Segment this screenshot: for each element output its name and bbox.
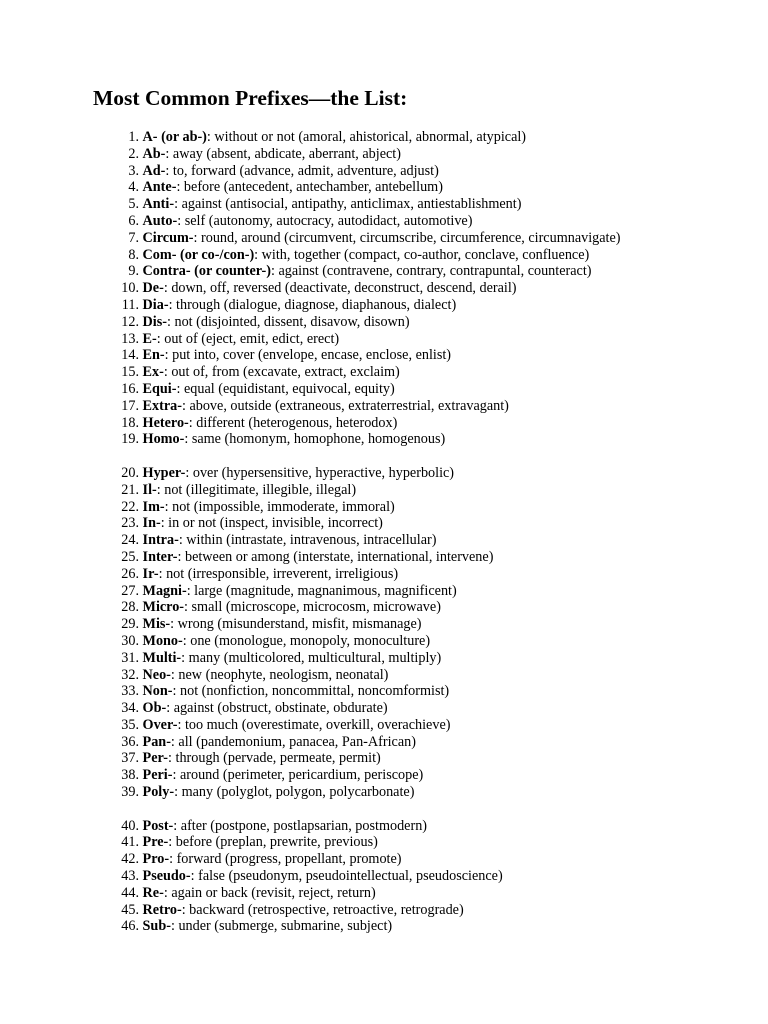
prefix-term: Poly- <box>142 784 175 801</box>
list-item <box>100 398 740 415</box>
prefix-definition: : not (illegitimate, illegible, illegal) <box>156 481 357 498</box>
prefix-definition: : again or back (revisit, reject, return) <box>163 884 376 901</box>
list-item <box>100 532 740 549</box>
item-number: 36. <box>121 733 139 750</box>
prefix-definition: : backward (retrospective, retroactive, retrograde) <box>181 901 464 918</box>
prefix-definition: : forward (progress, propellant, promote) <box>169 851 402 868</box>
prefix-definition: : with, together (compact, co-author, conclave, confluence) <box>254 246 590 263</box>
item-number: 13. <box>121 330 139 347</box>
list-item <box>100 263 740 280</box>
prefix-term: Mis- <box>142 616 171 633</box>
item-number: 21. <box>121 481 139 498</box>
item-number: 12. <box>121 313 139 330</box>
prefix-definition: : put into, cover (envelope, encase, enclose, enlist) <box>164 347 452 364</box>
prefix-term: Intra- <box>142 532 179 549</box>
prefix-definition: : not (disjointed, dissent, disavow, disown) <box>166 313 410 330</box>
prefix-definition: : through (pervade, permeate, permit) <box>168 750 381 767</box>
item-number: 7. <box>128 229 139 246</box>
item-number: 20. <box>121 464 139 481</box>
list-item <box>100 213 740 230</box>
list-item <box>100 750 740 767</box>
prefix-term: Ob- <box>142 700 167 717</box>
item-number: 43. <box>121 868 139 885</box>
item-number: 34. <box>121 700 139 717</box>
prefix-definition: : to, forward (advance, admit, adventure, adjust) <box>165 162 439 179</box>
prefix-term: Per- <box>142 750 169 767</box>
item-number: 30. <box>121 632 139 649</box>
item-number: 26. <box>121 565 139 582</box>
item-number: 24. <box>121 532 139 549</box>
list-item <box>100 364 740 381</box>
item-number: 35. <box>121 716 139 733</box>
prefix-definition: : against (obstruct, obstinate, obdurate) <box>166 700 388 717</box>
prefix-term: Pseudo- <box>142 868 191 885</box>
prefix-definition: : within (intrastate, intravenous, intracellular) <box>178 532 437 549</box>
page-title: Most Common Prefixes—the List: <box>93 86 408 110</box>
item-number: 2. <box>128 145 139 162</box>
list-item <box>100 549 740 566</box>
prefix-definition: : above, outside (extraneous, extraterrestrial, extravagant) <box>181 397 509 414</box>
prefix-term: Ir- <box>142 565 159 582</box>
list-item <box>100 179 740 196</box>
prefix-list <box>100 129 740 935</box>
prefix-definition: : same (homonym, homophone, homogenous) <box>184 431 446 448</box>
list-item <box>100 700 740 717</box>
list-item <box>100 314 740 331</box>
prefix-term: Dia- <box>142 296 169 313</box>
prefix-definition: : small (microscope, microcosm, microwave) <box>184 599 441 616</box>
list-item <box>100 734 740 751</box>
item-number: 37. <box>121 750 139 767</box>
prefix-term: Neo- <box>142 666 171 683</box>
item-number: 3. <box>128 162 139 179</box>
list-item <box>100 667 740 684</box>
item-number: 40. <box>121 817 139 834</box>
list-item <box>100 163 740 180</box>
item-number: 25. <box>121 548 139 565</box>
item-number: 44. <box>121 884 139 901</box>
list-item <box>100 633 740 650</box>
item-number: 39. <box>121 784 139 801</box>
list-item <box>100 465 740 482</box>
prefix-definition: : out of (eject, emit, edict, erect) <box>156 330 340 347</box>
group-spacer <box>100 801 740 818</box>
item-number: 27. <box>121 582 139 599</box>
list-item <box>100 599 740 616</box>
item-number: 9. <box>128 263 139 280</box>
item-number: 1. <box>128 129 139 145</box>
list-item <box>100 280 740 297</box>
prefix-definition: : one (monologue, monopoly, monoculture) <box>182 632 431 649</box>
list-item <box>100 717 740 734</box>
item-number: 6. <box>128 212 139 229</box>
prefix-definition: : not (impossible, immoderate, immoral) <box>164 498 395 515</box>
list-item <box>100 196 740 213</box>
item-number: 41. <box>121 834 139 851</box>
list-item <box>100 331 740 348</box>
prefix-definition: : not (nonfiction, noncommittal, noncomformist) <box>172 683 450 700</box>
prefix-definition: : in or not (inspect, invisible, incorrect) <box>160 515 383 532</box>
item-number: 5. <box>128 196 139 213</box>
prefix-term: A- (or ab-) <box>142 129 207 145</box>
item-number: 11. <box>121 296 139 313</box>
list-item <box>100 683 740 700</box>
list-item <box>100 566 740 583</box>
list-item <box>100 515 740 532</box>
list-item <box>100 247 740 264</box>
prefix-definition: : large (magnitude, magnanimous, magnificent) <box>186 582 457 599</box>
prefix-definition: : away (absent, abdicate, aberrant, abject) <box>165 145 401 162</box>
prefix-definition: : over (hypersensitive, hyperactive, hyperbolic) <box>185 464 455 481</box>
item-number: 22. <box>121 498 139 515</box>
prefix-term: Peri- <box>142 767 173 784</box>
item-number: 15. <box>121 364 139 381</box>
list-item <box>100 499 740 516</box>
prefix-term: Pro- <box>142 851 170 868</box>
list-item <box>100 868 740 885</box>
item-number: 17. <box>121 397 139 414</box>
item-number: 10. <box>121 280 139 297</box>
prefix-term: Post- <box>142 817 174 834</box>
list-item <box>100 583 740 600</box>
list-item <box>100 431 740 448</box>
prefix-definition: : new (neophyte, neologism, neonatal) <box>170 666 389 683</box>
prefix-definition: : after (postpone, postlapsarian, postmodern) <box>173 817 428 834</box>
item-number: 16. <box>121 380 139 397</box>
prefix-term: E- <box>142 330 157 347</box>
prefix-term: Re- <box>142 884 164 901</box>
prefix-term: Inter- <box>142 548 178 565</box>
item-number: 14. <box>121 347 139 364</box>
prefix-definition: : many (multicolored, multicultural, multiply) <box>181 649 442 666</box>
list-item <box>100 834 740 851</box>
prefix-term: Circum- <box>142 229 194 246</box>
prefix-term: Non- <box>142 683 173 700</box>
prefix-term: Retro- <box>142 901 182 918</box>
prefix-definition: : wrong (misunderstand, misfit, mismanage) <box>170 616 422 633</box>
item-number: 38. <box>121 767 139 784</box>
prefix-definition: : equal (equidistant, equivocal, equity) <box>176 380 395 397</box>
prefix-definition: : all (pandemonium, panacea, Pan-African) <box>170 733 416 750</box>
item-number: 31. <box>121 649 139 666</box>
prefix-definition: : down, off, reversed (deactivate, deconstruct, descend, derail) <box>163 280 517 297</box>
item-number: 32. <box>121 666 139 683</box>
list-item <box>100 902 740 919</box>
list-item <box>100 347 740 364</box>
prefix-definition: : many (polyglot, polygon, polycarbonate) <box>174 784 415 801</box>
item-number: 45. <box>121 901 139 918</box>
prefix-term: Ante- <box>142 179 177 196</box>
prefix-term: Com- (or co-/con-) <box>142 246 255 263</box>
list-item <box>100 146 740 163</box>
item-number: 29. <box>121 616 139 633</box>
list-item <box>100 616 740 633</box>
prefix-term: Hetero- <box>142 414 189 431</box>
prefix-term: Pre- <box>142 834 169 851</box>
prefix-definition: : against (antisocial, antipathy, anticlimax, antiestablishment) <box>174 196 522 213</box>
prefix-term: Ab- <box>142 145 166 162</box>
prefix-definition: : against (contravene, contrary, contrapuntal, counteract) <box>270 263 592 280</box>
prefix-term: Micro- <box>142 599 185 616</box>
item-number: 33. <box>121 683 139 700</box>
list-item <box>100 784 740 801</box>
prefix-term: Ex- <box>142 364 164 381</box>
prefix-term: Equi- <box>142 380 177 397</box>
prefix-term: De- <box>142 280 164 297</box>
prefix-term: Anti- <box>142 196 175 213</box>
prefix-definition: : not (irresponsible, irreverent, irreligious) <box>158 565 399 582</box>
item-number: 19. <box>121 431 139 448</box>
prefix-definition: : round, around (circumvent, circumscribe, circumference, circumnavigate) <box>193 229 621 246</box>
list-item <box>100 415 740 432</box>
prefix-definition: : different (heterogenous, heterodox) <box>188 414 398 431</box>
list-item <box>100 918 740 935</box>
prefix-term: Extra- <box>142 397 182 414</box>
prefix-term: Multi- <box>142 649 182 666</box>
item-number: 8. <box>128 246 139 263</box>
prefix-term: Magni- <box>142 582 187 599</box>
prefix-term: Il- <box>142 481 157 498</box>
prefix-term: Pan- <box>142 733 171 750</box>
prefix-term: Sub- <box>142 918 171 935</box>
prefix-definition: : around (perimeter, pericardium, periscope) <box>172 767 424 784</box>
prefix-term: Over- <box>142 716 178 733</box>
prefix-definition: : without or not (amoral, ahistorical, abnormal, atypical) <box>206 129 527 145</box>
prefix-definition: : out of, from (excavate, extract, exclaim) <box>163 364 400 381</box>
prefix-term: In- <box>142 515 161 532</box>
list-item <box>100 851 740 868</box>
prefix-definition: : false (pseudonym, pseudointellectual, pseudoscience) <box>190 868 503 885</box>
prefix-term: Im- <box>142 498 165 515</box>
item-number: 4. <box>128 179 139 196</box>
item-number: 23. <box>121 515 139 532</box>
list-item <box>100 230 740 247</box>
list-item <box>100 129 740 146</box>
prefix-term: Auto- <box>142 212 178 229</box>
prefix-term: Mono- <box>142 632 183 649</box>
list-item <box>100 818 740 835</box>
prefix-definition: : before (antecedent, antechamber, antebellum) <box>176 179 443 196</box>
list-item <box>100 885 740 902</box>
prefix-definition: : self (autonomy, autocracy, autodidact, automotive) <box>177 212 473 229</box>
list-item <box>100 650 740 667</box>
prefix-definition: : through (dialogue, diagnose, diaphanous, dialect) <box>168 296 457 313</box>
list-item <box>100 767 740 784</box>
prefix-term: Dis- <box>142 313 167 330</box>
prefix-definition: : under (submerge, submarine, subject) <box>170 918 393 935</box>
prefix-definition: : too much (overestimate, overkill, overachieve) <box>177 716 451 733</box>
item-number: 18. <box>121 414 139 431</box>
prefix-term: Contra- (or counter-) <box>142 263 271 280</box>
prefix-term: Hyper- <box>142 464 186 481</box>
prefix-term: Ad- <box>142 162 166 179</box>
group-spacer <box>100 448 740 465</box>
prefix-definition: : before (preplan, prewrite, previous) <box>168 834 378 851</box>
prefix-term: Homo- <box>142 431 185 448</box>
item-number: 46. <box>121 918 139 935</box>
item-number: 28. <box>121 599 139 616</box>
prefix-definition: : between or among (interstate, international, intervene) <box>177 548 494 565</box>
list-item <box>100 482 740 499</box>
list-item <box>100 381 740 398</box>
item-number: 42. <box>121 851 139 868</box>
list-item <box>100 297 740 314</box>
prefix-term: En- <box>142 347 165 364</box>
